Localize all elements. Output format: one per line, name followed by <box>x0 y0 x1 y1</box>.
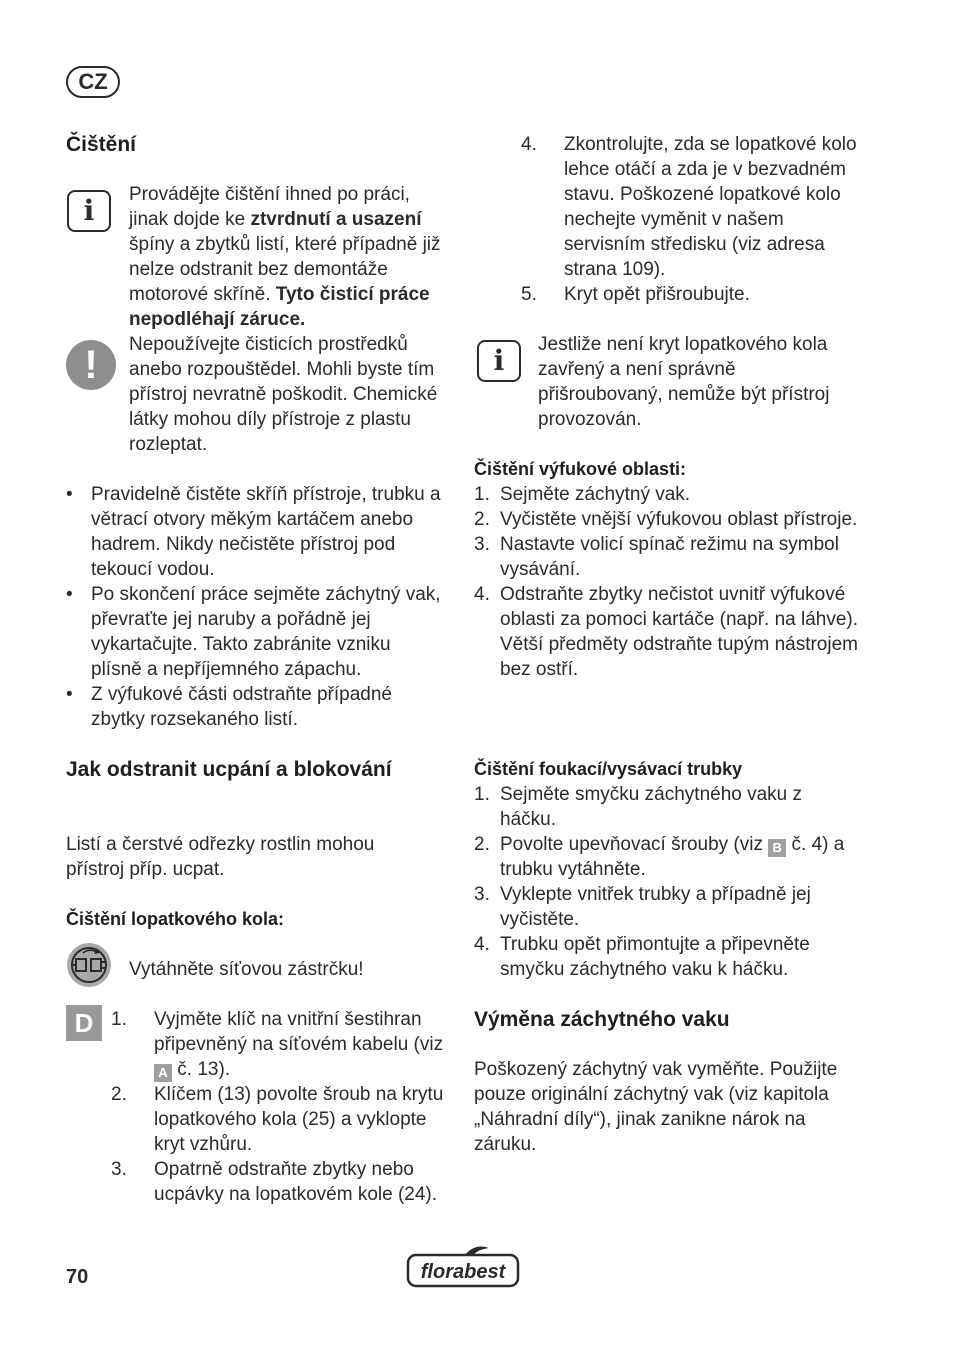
svg-text:florabest: florabest <box>420 1261 506 1283</box>
list-item: 2. Klíčem (13) povolte šroub na krytu lopatkového kola (25) a vyklopte kryt vzhůru. <box>111 1084 444 1155</box>
list-item: 4. Trubku opět přimontujte a připevněte smyčku záchytného vaku k háčku. <box>474 934 810 980</box>
warning-note: Nepoužívejte čisticích prostředků anebo rozpouštědel. Mohli byste tím přístroj nevratně poškodit. Chemické látky mohou díly přístroje z plastu rozleptat. <box>129 334 438 455</box>
bag-title: Výměna záchytného vaku <box>474 1008 730 1031</box>
tube-steps-list <box>474 782 860 982</box>
list-item: 2. Povolte upevňovací šrouby (viz B č. 4) a trubku vytáhněte. <box>474 834 845 880</box>
list-item: 5. Kryt opět přišroubujte. <box>521 284 750 305</box>
impeller-steps-list <box>111 1007 447 1207</box>
list-item: 1. Sejměte smyčku záchytného vaku z háčku. <box>474 784 803 830</box>
tube-title: Čištění foukací/vysávací trubky <box>474 759 743 779</box>
list-item: • Pravidelně čistěte skříň přístroje, trubku a větrací otvory měkým kartáčem anebo hadrem. Nikdy nečistěte přístroj pod tekoucí vodou. <box>66 482 444 582</box>
warning-icon: ! <box>66 340 116 390</box>
language-badge: CZ <box>66 66 120 98</box>
figure-reference-badge: B <box>768 839 786 857</box>
exhaust-title: Čištění výfukové oblasti: <box>474 459 687 479</box>
page-number: 70 <box>66 1266 89 1288</box>
impeller-steps-continued <box>521 132 857 307</box>
unplug-note: Vytáhněte síťovou zástrčku! <box>129 959 364 980</box>
list-item: 1. Vyjměte klíč na vnitřní šestihran připevněný na síťovém kabelu (viz A č. 13). <box>111 1009 444 1080</box>
list-item: 3. Opatrně odstraňte zbytky nebo ucpávky na lopatkovém kole (24). <box>111 1159 438 1205</box>
figure-d-badge: D <box>66 1005 102 1041</box>
unplug-icon <box>67 943 111 987</box>
cleaning-bullet-list <box>66 482 444 732</box>
clog-intro: Listí a čerstvé odřezky rostlin mohou přístroj příp. ucpat. <box>66 834 375 880</box>
bag-text: Poškozený záchytný vak vyměňte. Použijte pouze originální záchytný vak (viz kapitola „Náhradní díly“), jinak zanikne nárok na záruku. <box>474 1059 838 1155</box>
florabest-logo <box>405 1244 521 1297</box>
info-icon: i <box>477 340 521 382</box>
info-icon: i <box>67 190 111 232</box>
info-note-cleaning: Provádějte čištění ihned po práci, jinak dojde ke ztvrdnutí a usazení špíny a zbytků listí, které případně již nelze odstranit bez demontáže motorové skříně. Tyto čisticí práce nepodléhají záruce. <box>129 184 441 330</box>
list-item: 4. Odstraňte zbytky nečistot uvnitř výfukové oblasti za pomoci kartáče (např. na láhve). Větší předměty odstraňte tupým nástrojem bez ostří. <box>474 584 859 680</box>
list-item: 2. Vyčistěte vnější výfukovou oblast přístroje. <box>474 509 858 530</box>
exhaust-steps-list <box>474 482 860 682</box>
impeller-title: Čištění lopatkového kola: <box>66 909 285 929</box>
list-item: 1. Sejměte záchytný vak. <box>474 484 691 505</box>
list-item: • Z výfukové části odstraňte případné zbytky rozsekaného listí. <box>66 682 444 732</box>
info-note-cover: Jestliže není kryt lopatkového kola zavřený a není správně přišroubovaný, nemůže být přístroj provozován. <box>538 334 830 430</box>
list-item: 3. Nastavte volicí spínač režimu na symbol vysávání. <box>474 534 839 580</box>
list-item: • Po skončení práce sejměte záchytný vak, převraťte jej naruby a pořádně jej vykartačujte. Takto zabránite vzniku plísně a nepříjemného zápachu. <box>66 582 444 682</box>
figure-reference-badge: A <box>154 1064 172 1082</box>
clog-title: Jak odstranit ucpání a blokování <box>66 758 392 781</box>
list-item: 4. Zkontrolujte, zda se lopatkové kolo lehce otáčí a zda je v bezvadném stavu. Poškozené lopatkové kolo nechejte vyměnit v našem servisním středisku (viz adresa strana 109). <box>521 134 857 280</box>
cleaning-title: Čištění <box>66 133 137 156</box>
list-item: 3. Vyklepte vnitřek trubky a případně jej vyčistěte. <box>474 884 811 930</box>
